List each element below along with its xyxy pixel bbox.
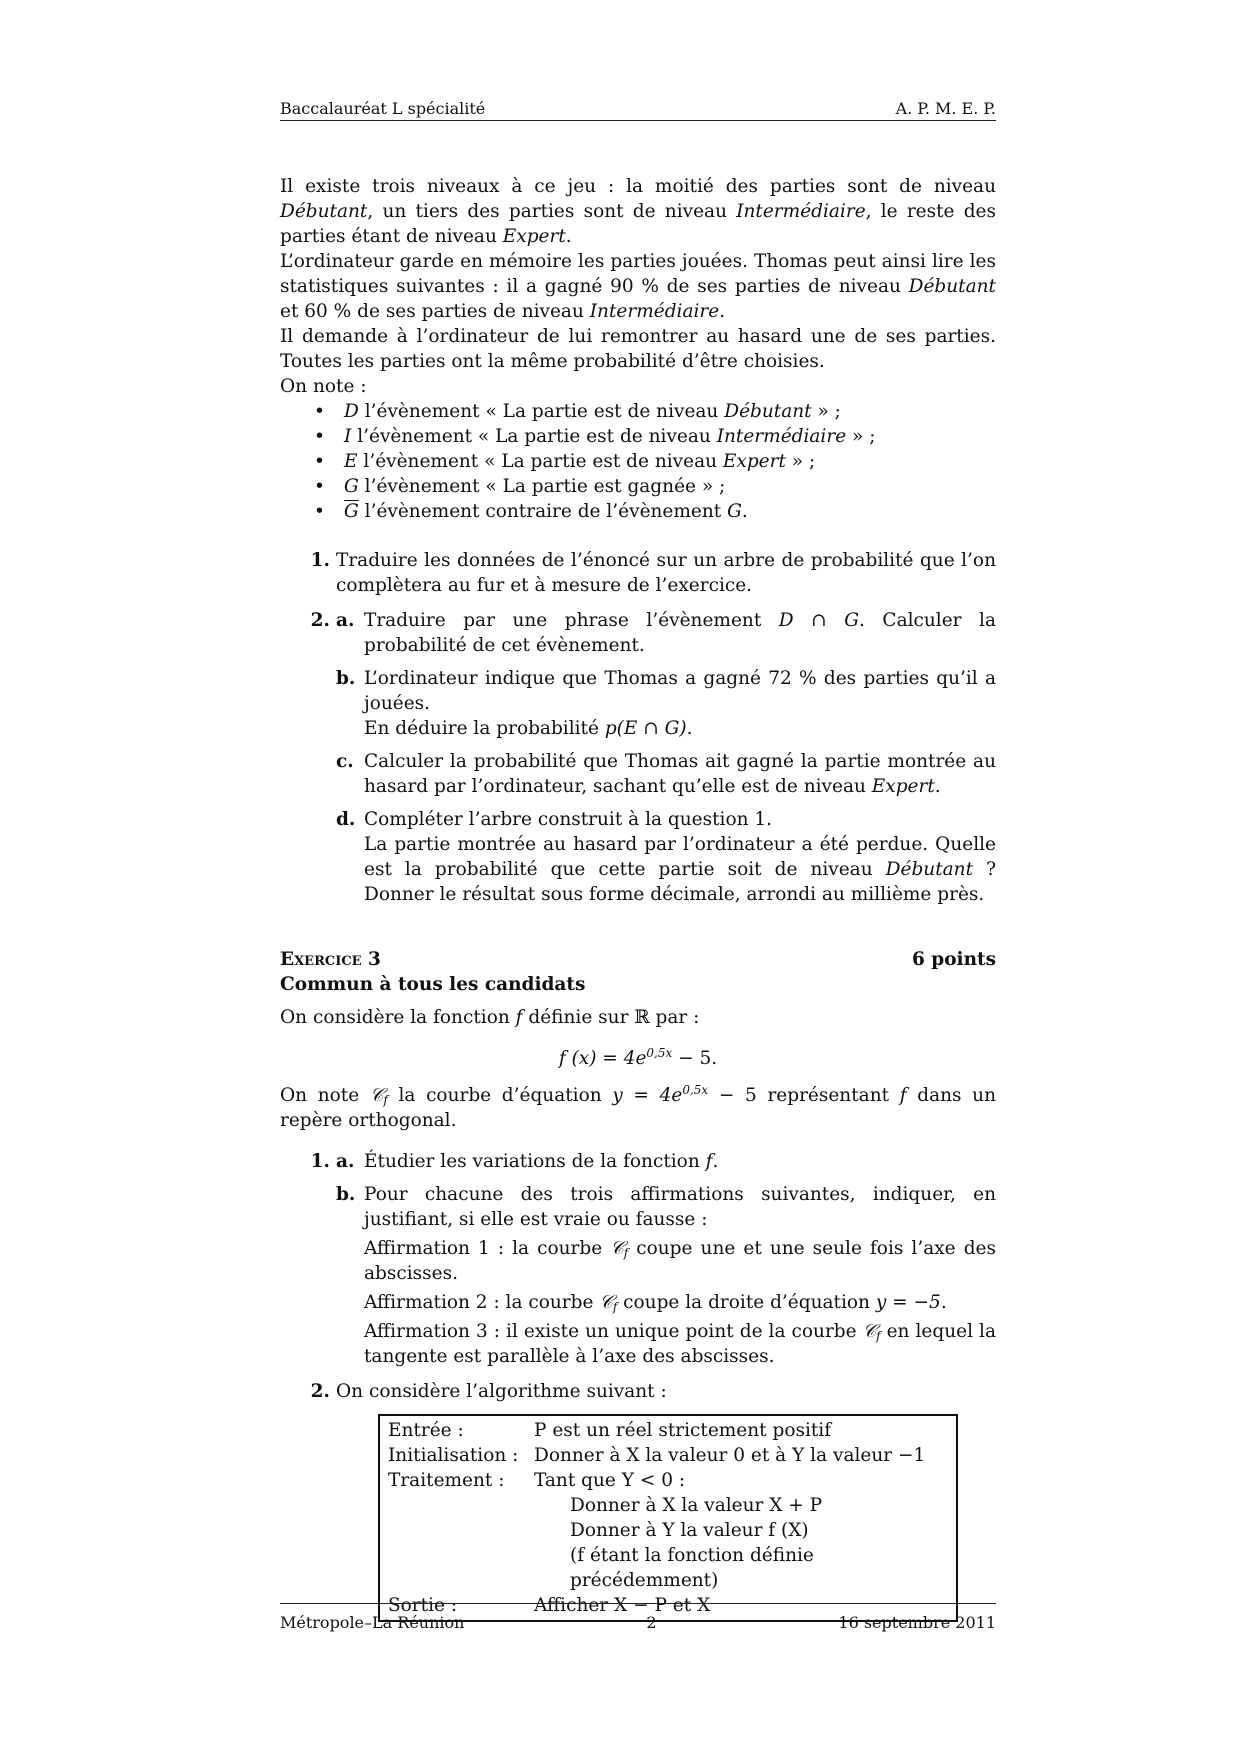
intro-paragraph-2: L’ordinateur garde en mémoire les parties jouées. Thomas peut ainsi lire les statistiques suivantes : il a gagné 90 % de ses parties de niveau Débutant et 60 % de ses parties de niveau Intermédiaire.	[280, 251, 996, 322]
header-right: A. P. M. E. P.	[895, 99, 996, 118]
intro-paragraph-1: Il existe trois niveaux à ce jeu : la moitié des parties sont de niveau Débutant, un tiers des parties sont de niveau Intermédiaire, le reste des parties étant de niveau Expert.	[280, 176, 996, 247]
ex2-q2b: b. L’ordinateur indique que Thomas a gagné 72 % des parties qu’il a jouées. En déduire la probabilité p(E ∩ G).	[336, 668, 996, 739]
algorithm-row: Initialisation : Donner à X la valeur 0 et à Y la valeur −1	[388, 1445, 926, 1466]
algorithm-row: Entrée : P est un réel strictement positif	[388, 1420, 832, 1441]
affirmation-3: Affirmation 3 : il existe un unique point de la courbe 𝒞$_f$ en lequel la tangente est parallèle à l’axe des abscisses.	[364, 1321, 996, 1367]
affirmation-1: Affirmation 1 : la courbe 𝒞$_f$ coupe une et une seule fois l’axe des abscisses.	[364, 1238, 996, 1284]
list-item: • E l’évènement « La partie est de niveau Expert » ;	[280, 449, 996, 474]
list-item: • I l’évènement « La partie est de niveau Intermédiaire » ;	[280, 424, 996, 449]
affirmation-2: Affirmation 2 : la courbe 𝒞$_f$ coupe la droite d’équation y = −5.	[364, 1292, 947, 1314]
footer-rule	[280, 1603, 996, 1604]
page-number: 2	[646, 1613, 657, 1632]
page-footer	[280, 1610, 996, 1635]
ex3-question-1: 1. a. Étudier les variations de la fonction f. b. Pour chacune des trois affirmations suivantes, indiquer, en justifiant, si elle est vraie ou fausse : Affirmation 1 : la courbe 𝒞$_f$ coupe une et une seule fois l’axe des abscisses. Affirmation 2 : la courbe 𝒞$_f$ coupe la droite d’équation y = −5. Affirmation 3 : il existe un unique point de la courbe 𝒞$_f$ en lequel la tangente est parallèle à l’axe des abscisses.	[310, 1151, 996, 1367]
ex2-q2d: d. Compléter l’arbre construit à la question 1. La partie montrée au hasard par l’ordinateur a été perdue. Quelle est la probabilité que cette partie soit de niveau Débutant ? Donner le résultat sous forme décimale, arrondi au millième près.	[336, 809, 996, 905]
event-list	[280, 399, 996, 524]
algorithm-row: Donner à X la valeur X + P	[570, 1495, 823, 1516]
function-formula: f $(x) = 4e^{0,5x} - 5$.	[558, 1045, 718, 1069]
intro-paragraph-3: Il demande à l’ordinateur de lui remontrer au hasard une de ses parties. Toutes les parties ont la même probabilité d’être choisies.	[280, 326, 996, 372]
list-item: • $\overline{G}$ l’évènement contraire de l’évènement G.	[280, 499, 996, 524]
header-rule	[280, 120, 996, 121]
ex3-question-2: 2. On considère l’algorithme suivant :	[310, 1381, 667, 1402]
ex2-q2a: a. Traduire par une phrase l’évènement D ∩ G. Calculer la probabilité de cet évènement.	[336, 610, 996, 656]
algorithm-box	[378, 1414, 958, 1622]
list-item: • G l’évènement « La partie est gagnée » ;	[280, 474, 996, 499]
ex3-q1b: b. Pour chacune des trois affirmations suivantes, indiquer, en justifiant, si elle est vraie ou fausse : Affirmation 1 : la courbe 𝒞$_f$ coupe une et une seule fois l’axe des abscisses. Affirmation 2 : la courbe 𝒞$_f$ coupe la droite d’équation y = −5. Affirmation 3 : il existe un unique point de la courbe 𝒞$_f$ en lequel la tangente est parallèle à l’axe des abscisses.	[336, 1184, 996, 1367]
ex3-intro: On considère la fonction f définie sur ℝ par :	[280, 1007, 700, 1028]
exercise-3-subtitle: Commun à tous les candidats	[280, 974, 586, 995]
ex3-q1a: a. Étudier les variations de la fonction f.	[336, 1151, 719, 1172]
header-left: Baccalauréat L spécialité	[280, 99, 486, 118]
algorithm-row: Donner à Y la valeur f (X)	[570, 1520, 809, 1541]
algorithm-row: Traitement : Tant que Y < 0 :	[388, 1470, 686, 1491]
page-header	[280, 96, 996, 121]
page-body	[280, 174, 996, 1622]
algorithm-row: Sortie : Afficher X − P et X	[388, 1595, 711, 1616]
footer-left: Métropole–La Réunion	[280, 1613, 465, 1632]
ex2-question-1: 1. Traduire les données de l’énoncé sur un arbre de probabilité que l’on complètera au fur et à mesure de l’exercice.	[310, 550, 996, 596]
ex2-q2c: c. Calculer la probabilité que Thomas ait gagné la partie montrée au hasard par l’ordinateur, sachant qu’elle est de niveau Expert.	[336, 751, 996, 797]
footer-right: 16 septembre 2011	[838, 1613, 996, 1632]
intro-paragraph-4: On note :	[280, 376, 367, 397]
exercise-3-title: Exercice 3 6 points	[280, 949, 996, 970]
algorithm-row: (f étant la fonction définie précédemment)	[570, 1545, 814, 1591]
ex2-question-2: 2. a. Traduire par une phrase l’évènement D ∩ G. Calculer la probabilité de cet évènement. b. L’ordinateur indique que Thomas a gagné 72 % des parties qu’il a jouées. En déduire la probabilité p(E ∩ G). c. Calculer la probabilité que Thomas ait gagné la partie montrée au hasard par l’ordinateur, sachant qu’elle est de niveau Expert. d. Compléter l’arbre construit à la question 1. La partie montrée au hasard par l’ordinateur a été perdue. Quelle est la probabilité que cette partie soit de niveau Débutant ? Donner le résultat sous forme décimale, arrondi au millième près.	[310, 610, 996, 905]
ex3-curve-note: On note 𝒞$_f$ la courbe d’équation $y = 4e^{0,5x} - 5$ représentant f dans un repère orthogonal.	[280, 1082, 996, 1131]
list-item: • D l’évènement « La partie est de niveau Débutant » ;	[280, 399, 996, 424]
